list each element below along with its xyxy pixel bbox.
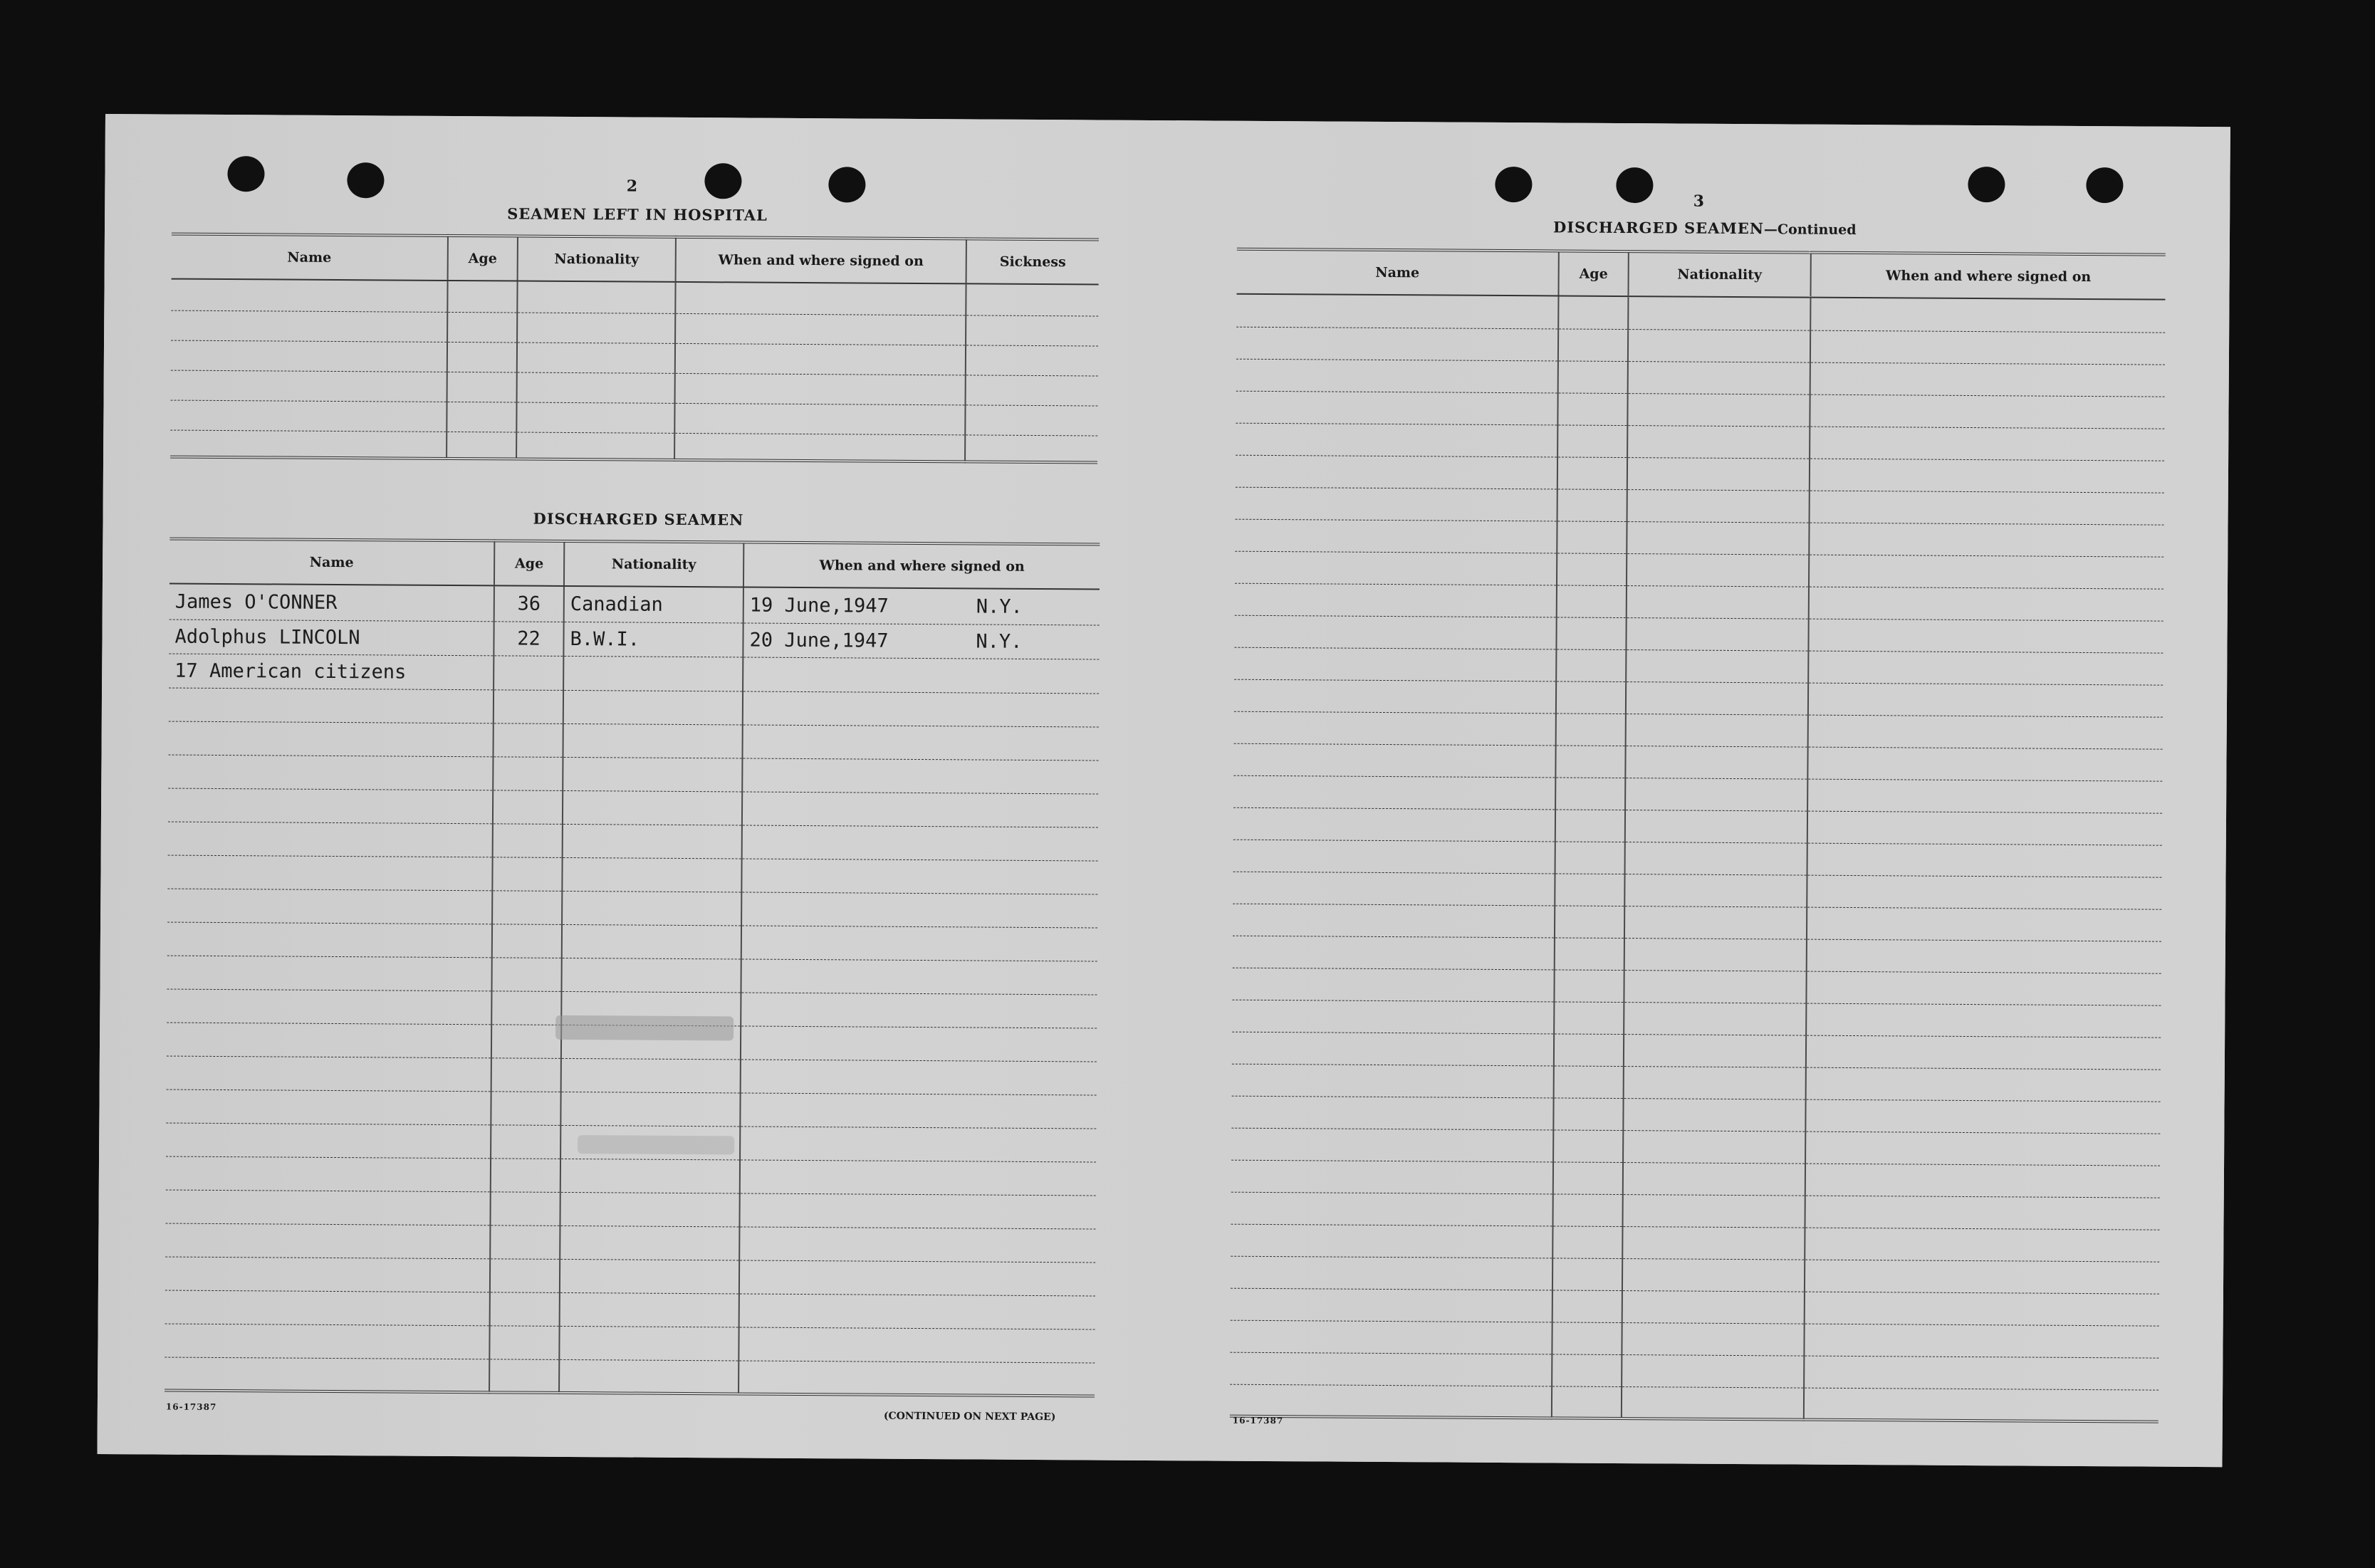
table-row bbox=[1234, 711, 2163, 749]
table-row bbox=[169, 584, 1100, 625]
seaman-signed-on bbox=[743, 657, 1099, 693]
table-row bbox=[1236, 455, 2164, 493]
seaman-name: James O'CONNER bbox=[169, 584, 494, 622]
column-header-age: Age bbox=[1558, 251, 1628, 296]
table-row bbox=[1233, 904, 2161, 941]
table-row bbox=[1231, 1192, 2160, 1230]
table-row bbox=[167, 855, 1097, 894]
discharged-continued-title bbox=[1553, 218, 1857, 238]
signed-on-place: N.Y. bbox=[976, 629, 1023, 653]
table-row bbox=[169, 688, 1099, 727]
seaman-nationality bbox=[563, 656, 743, 691]
table-row bbox=[1234, 647, 2163, 685]
table-row bbox=[170, 430, 1097, 463]
column-header-signed-on: When and where signed on bbox=[1810, 253, 2165, 300]
punch-hole bbox=[1616, 167, 1653, 203]
seaman-signed-on bbox=[743, 622, 1099, 659]
signed-on-place: N.Y. bbox=[976, 595, 1023, 618]
column-header-name: Name bbox=[1236, 249, 1558, 296]
discharged-table bbox=[165, 538, 1100, 1398]
column-header-signed-on: When and where signed on bbox=[743, 542, 1100, 589]
table-row bbox=[1230, 1320, 2159, 1358]
table-row bbox=[1231, 1096, 2160, 1134]
page-number-left: 2 bbox=[626, 177, 638, 196]
form-number-right: 16-17387 bbox=[1232, 1415, 1284, 1426]
punch-hole bbox=[347, 162, 384, 198]
column-header-nationality: Nationality bbox=[1628, 251, 1810, 298]
table-row bbox=[1231, 1256, 2159, 1294]
table-row bbox=[171, 279, 1098, 316]
punch-hole bbox=[828, 167, 865, 202]
punch-hole bbox=[1968, 167, 2005, 202]
seaman-age: 36 bbox=[494, 585, 564, 622]
form-number-left: 16-17387 bbox=[165, 1401, 217, 1412]
hospital-table bbox=[170, 233, 1099, 464]
column-header-nationality: Nationality bbox=[518, 236, 676, 282]
table-row bbox=[165, 1324, 1095, 1363]
column-header-age: Age bbox=[448, 236, 518, 281]
table-row bbox=[165, 1223, 1095, 1263]
column-header-nationality: Nationality bbox=[564, 541, 743, 587]
column-header-sickness: Sickness bbox=[966, 239, 1099, 284]
table-row bbox=[1232, 1064, 2161, 1102]
seaman-name: Adolphus LINCOLN bbox=[169, 620, 494, 656]
signed-on-date: 19 June,1947 bbox=[749, 594, 889, 617]
discharged-continued-label: DISCHARGED SEAMEN bbox=[1552, 218, 1765, 238]
seaman-age bbox=[494, 655, 563, 690]
table-row bbox=[1236, 487, 2164, 525]
seaman-nationality: Canadian bbox=[564, 586, 743, 623]
table-row bbox=[166, 1089, 1096, 1129]
table-row bbox=[1235, 551, 2163, 589]
table-row bbox=[166, 1156, 1096, 1196]
table-row bbox=[169, 654, 1099, 694]
table-row bbox=[1233, 936, 2161, 973]
table-row bbox=[167, 956, 1097, 995]
punch-hole bbox=[704, 163, 741, 199]
table-row bbox=[165, 1290, 1095, 1329]
punch-hole bbox=[1495, 167, 1532, 202]
table-row bbox=[1235, 583, 2163, 621]
continued-suffix: —Continued bbox=[1763, 221, 1857, 239]
seaman-signed-on bbox=[743, 587, 1100, 624]
punch-hole bbox=[227, 156, 264, 192]
table-row bbox=[1232, 1000, 2161, 1038]
table-row bbox=[1231, 1288, 2159, 1326]
faded-stamp-mark bbox=[578, 1135, 734, 1154]
table-row bbox=[1233, 775, 2162, 813]
table-row bbox=[168, 755, 1098, 794]
table-row bbox=[1233, 840, 2162, 877]
faded-stamp-mark bbox=[555, 1015, 734, 1041]
table-row bbox=[165, 1357, 1095, 1396]
table-row bbox=[1232, 1032, 2161, 1070]
table-row bbox=[1231, 1128, 2160, 1166]
table-row bbox=[1231, 1160, 2160, 1198]
column-header-name: Name bbox=[169, 539, 494, 586]
table-row bbox=[1232, 968, 2161, 1005]
column-header-signed-on: When and where signed on bbox=[676, 237, 966, 283]
seaman-age: 22 bbox=[494, 621, 563, 656]
table-row bbox=[1236, 359, 2165, 397]
table-row bbox=[1236, 423, 2164, 461]
column-header-name: Name bbox=[172, 234, 448, 281]
column-header-age: Age bbox=[494, 540, 564, 586]
seaman-name: 17 American citizens bbox=[169, 654, 494, 690]
table-row bbox=[1234, 615, 2163, 653]
table-row bbox=[168, 788, 1098, 827]
table-row bbox=[1234, 679, 2163, 717]
table-row bbox=[1236, 327, 2165, 365]
table-row bbox=[1236, 294, 2165, 333]
table-row bbox=[168, 822, 1098, 861]
table-row bbox=[1230, 1384, 2159, 1422]
table-row bbox=[167, 889, 1097, 928]
hospital-section-title: SEAMEN LEFT IN HOSPITAL bbox=[507, 204, 768, 224]
discharged-section-title: DISCHARGED SEAMEN bbox=[533, 509, 744, 529]
table-row bbox=[1233, 872, 2161, 909]
table-row bbox=[1235, 519, 2163, 557]
discharged-continued-table bbox=[1230, 248, 2166, 1423]
table-row bbox=[1233, 807, 2162, 845]
ledger-sheet bbox=[98, 114, 2230, 1467]
table-row bbox=[165, 1257, 1095, 1296]
table-row bbox=[167, 1056, 1097, 1095]
table-row bbox=[169, 721, 1099, 761]
punch-hole bbox=[2086, 167, 2123, 203]
table-row bbox=[165, 1190, 1095, 1229]
page-number-right: 3 bbox=[1693, 192, 1705, 211]
signed-on-date: 20 June,1947 bbox=[749, 629, 889, 652]
seaman-nationality: B.W.I. bbox=[563, 622, 743, 657]
table-row bbox=[167, 922, 1097, 961]
table-row bbox=[1231, 1224, 2159, 1262]
table-row bbox=[1230, 1352, 2159, 1390]
table-row bbox=[1236, 391, 2164, 429]
table-row bbox=[1233, 743, 2162, 781]
table-row bbox=[169, 620, 1099, 659]
continued-note: (CONTINUED ON NEXT PAGE) bbox=[883, 1410, 1056, 1423]
